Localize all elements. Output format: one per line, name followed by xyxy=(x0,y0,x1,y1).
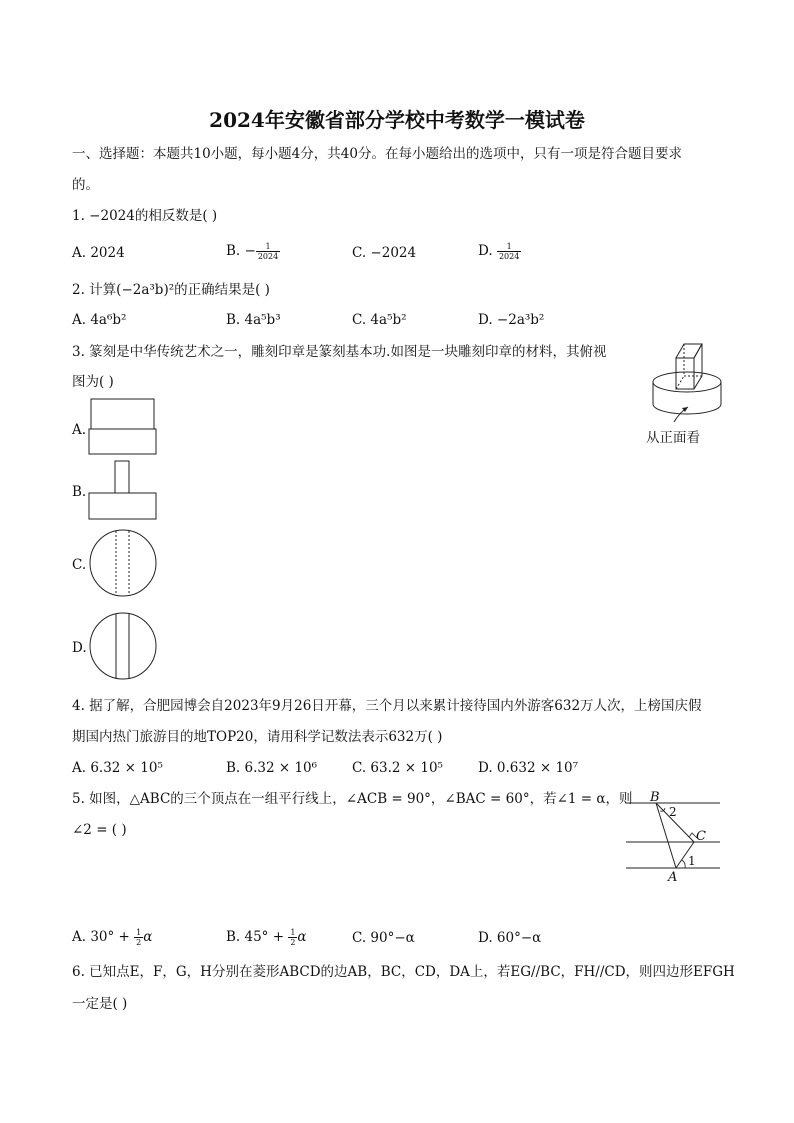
q5-parallel-lines-figure xyxy=(624,788,724,884)
q3-option-c-label: C. xyxy=(72,557,87,573)
q5-label-c: C xyxy=(696,829,706,844)
q5-label-b: B xyxy=(650,790,660,805)
q3-stem-line2: 图为( ) xyxy=(72,374,114,390)
fraction-denominator: 2024 xyxy=(257,252,279,261)
q6-stem-line1: 6. 已知点E，F，G，H分别在菱形ABCD的边AB，BC，CD，DA上，若EG//BC，FH//CD，则四边形EFGH xyxy=(72,964,735,980)
alpha-symbol: α xyxy=(143,929,153,945)
q4-option-b: B. 6.32 × 10⁶ xyxy=(226,760,318,776)
q1-option-d-fraction xyxy=(497,242,521,261)
fraction-denominator: 2 xyxy=(136,938,142,947)
fraction-numerator: 1 xyxy=(290,928,296,937)
fraction-denominator: 2 xyxy=(290,938,296,947)
q5-label-a: A xyxy=(668,870,678,885)
q5-label-2: 2 xyxy=(669,805,677,819)
q2-option-a: A. 4a⁶b² xyxy=(72,312,127,328)
q4-option-c: C. 63.2 × 10⁵ xyxy=(352,760,443,776)
q1-stem: 1. −2024的相反数是( ) xyxy=(72,208,218,224)
q1-option-b-fraction xyxy=(256,242,280,261)
q3-stem-line1: 3. 篆刻是中华传统艺术之一，雕刻印章是篆刻基本功.如图是一块雕刻印章的材料，其俯视 xyxy=(72,344,607,360)
q2-option-b: B. 4a⁵b³ xyxy=(226,312,281,328)
q5-option-a-text: A. 30° + xyxy=(72,929,135,945)
fraction-numerator: 1 xyxy=(497,242,521,252)
q2-option-d: D. −2a³b² xyxy=(478,312,545,328)
q1-option-d-label: D. xyxy=(478,243,497,259)
q5-option-a-fraction xyxy=(134,928,143,947)
q2-stem: 2. 计算(−2a³b)²的正确结果是( ) xyxy=(72,282,270,298)
q1-option-a: A. 2024 xyxy=(72,245,125,261)
alpha-symbol: α xyxy=(297,929,307,945)
q6-stem-line2: 一定是( ) xyxy=(72,996,128,1012)
fraction-numerator: 1 xyxy=(256,242,280,252)
q3-option-c-figure xyxy=(88,528,158,598)
q5-stem-line2: ∠2 = ( ) xyxy=(72,822,127,838)
q2-option-c: C. 4a⁵b² xyxy=(352,312,407,328)
q5-option-d: D. 60°−α xyxy=(478,930,542,946)
fraction-numerator: 1 xyxy=(136,928,142,937)
q3-option-b-figure xyxy=(88,460,158,522)
q3-option-d-label: D. xyxy=(72,640,87,656)
q3-option-a-label: A. xyxy=(72,422,87,438)
q1-option-c: C. −2024 xyxy=(352,245,417,261)
q3-option-a-figure xyxy=(88,398,158,458)
q5-option-b-text: B. 45° + xyxy=(226,929,289,945)
q1-option-d xyxy=(478,241,521,261)
section-instruction-line2: 的。 xyxy=(72,177,99,193)
q5-option-a xyxy=(72,927,152,947)
q4-stem-line2: 期国内热门旅游目的地TOP20，请用科学记数法表示632万( ) xyxy=(72,729,443,745)
q5-option-c: C. 90°−α xyxy=(352,930,415,946)
section-instruction-line1: 一、选择题：本题共10小题，每小题4分，共40分。在每小题给出的选项中，只有一项是符合题目要求 xyxy=(72,146,682,162)
q5-label-1: 1 xyxy=(688,854,696,868)
fraction-denominator: 2024 xyxy=(498,252,520,261)
exam-title: 2024年安徽省部分学校中考数学一模试卷 xyxy=(209,108,585,132)
q3-figure-caption: 从正面看 xyxy=(646,430,700,446)
q4-option-d: D. 0.632 × 10⁷ xyxy=(478,760,579,776)
q5-option-b xyxy=(226,927,307,947)
q1-option-b xyxy=(226,241,280,261)
q4-stem-line1: 4. 据了解，合肥园博会自2023年9月26日开幕，三个月以来累计接待国内外游客632万人次，上榜国庆假 xyxy=(72,698,702,714)
q3-option-d-figure xyxy=(88,611,158,681)
q3-option-b-label: B. xyxy=(72,484,87,500)
q1-option-b-label: B. − xyxy=(226,243,256,259)
q5-stem-line1: 5. 如图，△ABC的三个顶点在一组平行线上，∠ACB = 90°，∠BAC = 60°，若∠1 = α，则 xyxy=(72,791,633,807)
q4-option-a: A. 6.32 × 10⁵ xyxy=(72,760,163,776)
